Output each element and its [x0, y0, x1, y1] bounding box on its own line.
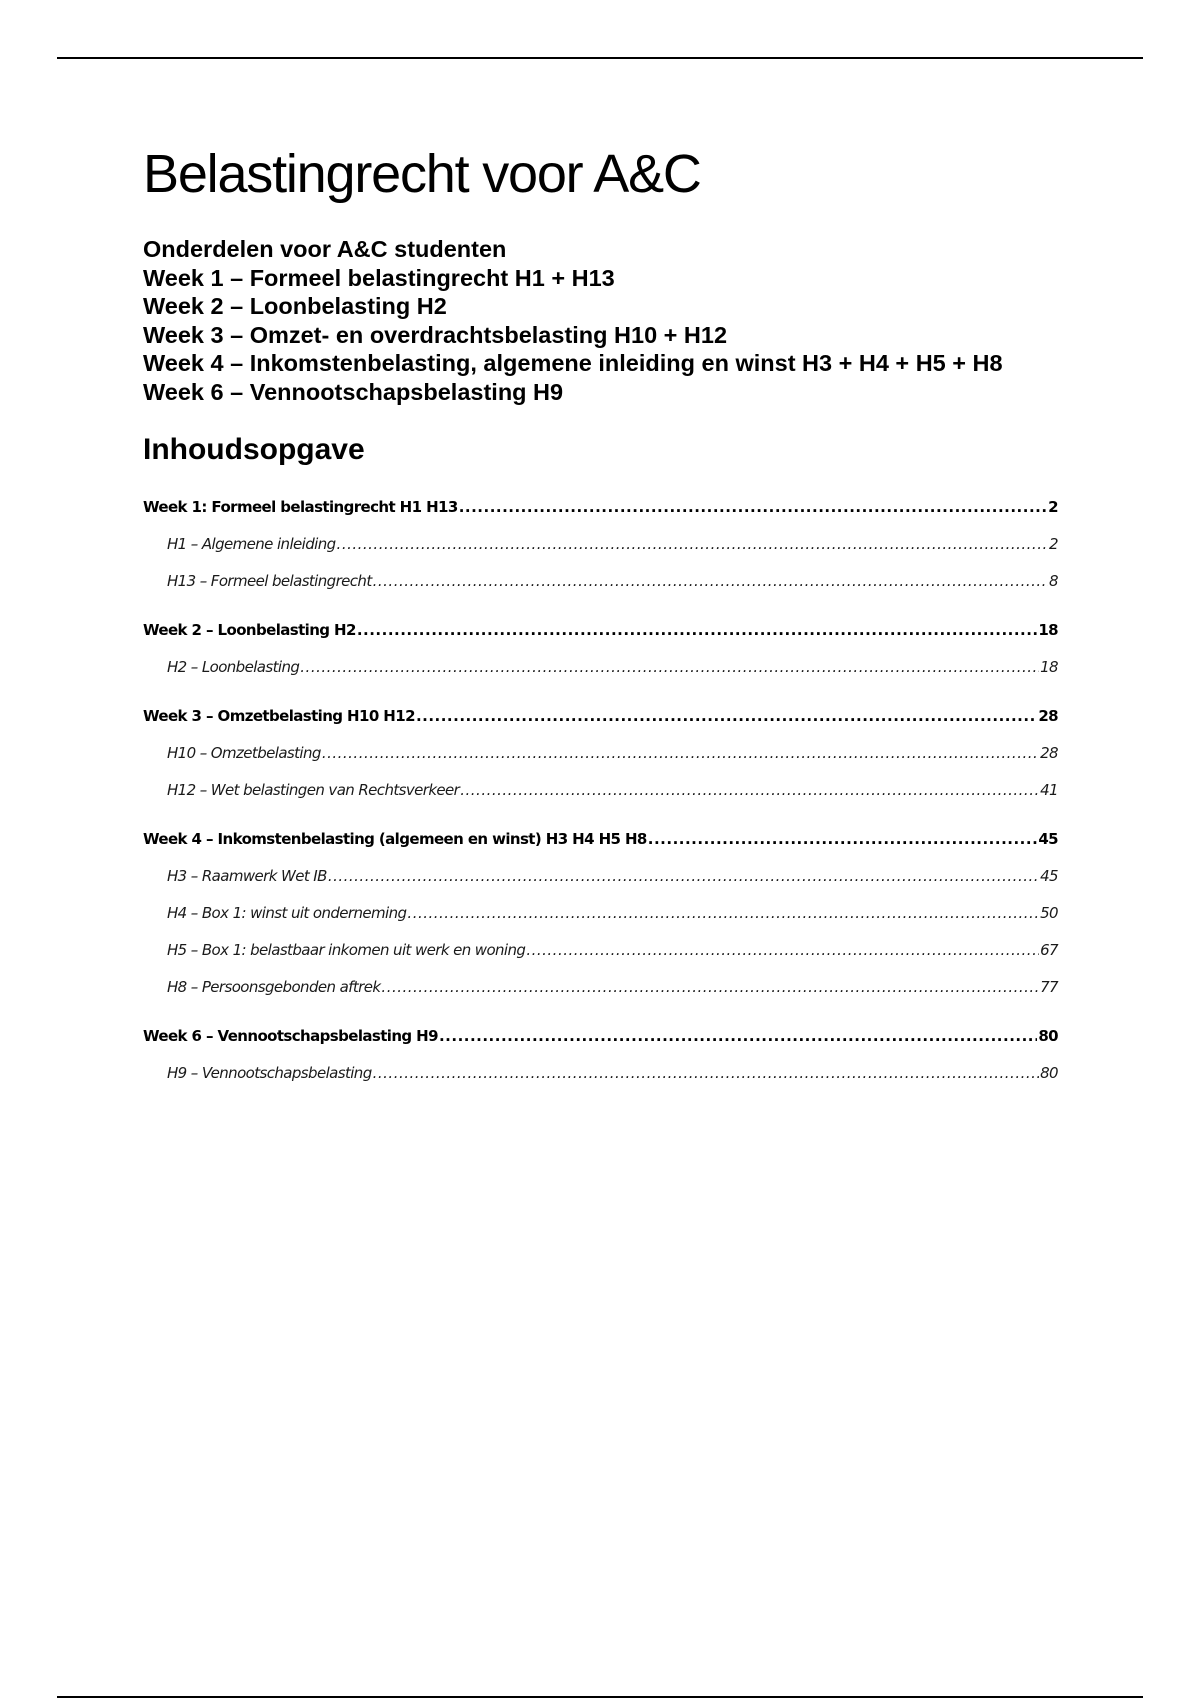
toc-entry-page: 28	[1038, 707, 1058, 725]
toc-entry-page: 8	[1049, 572, 1058, 590]
toc-dot-leader	[460, 777, 1039, 803]
toc-entry-h1[interactable]	[143, 531, 1058, 568]
toc-entry-page: 80	[1038, 1027, 1058, 1045]
toc-section-week-6	[143, 1023, 1058, 1097]
toc-entry-week-2[interactable]	[143, 617, 1058, 654]
toc-section-week-1	[143, 494, 1058, 605]
toc-dot-leader	[373, 568, 1048, 594]
toc-entry-page: 41	[1040, 781, 1058, 799]
toc-entry-page: 2	[1049, 535, 1058, 553]
toc-dot-leader	[328, 863, 1039, 889]
toc-entry-page: 50	[1040, 904, 1058, 922]
toc-entry-label: Week 1: Formeel belastingrecht H1 H13	[143, 498, 458, 516]
toc-entry-h2[interactable]	[143, 654, 1058, 691]
toc-entry-label: H2 – Loonbelasting	[167, 658, 300, 676]
toc-entry-label: H1 – Algemene inleiding	[167, 535, 336, 553]
toc-dot-leader	[322, 740, 1039, 766]
toc-section-week-3	[143, 703, 1058, 814]
toc-entry-h8[interactable]	[143, 974, 1058, 1011]
toc-entry-h9[interactable]	[143, 1060, 1058, 1097]
toc-entry-page: 45	[1038, 830, 1058, 848]
toc-dot-leader	[648, 826, 1038, 852]
toc-dot-leader	[300, 654, 1039, 680]
toc-dot-leader	[373, 1060, 1039, 1086]
toc-entry-page: 45	[1040, 867, 1058, 885]
page-top-rule	[57, 57, 1143, 59]
toc-dot-leader	[407, 900, 1039, 926]
page-bottom-rule	[57, 1696, 1143, 1698]
toc-entry-h4[interactable]	[143, 900, 1058, 937]
toc-entry-label: H12 – Wet belastingen van Rechtsverkeer	[167, 781, 460, 799]
document-title: Belastingrecht voor A&C	[143, 144, 701, 204]
toc-entry-week-4[interactable]	[143, 826, 1058, 863]
toc-entry-label: H5 – Box 1: belastbaar inkomen uit werk en woning	[167, 941, 526, 959]
toc-heading: Inhoudsopgave	[143, 433, 365, 466]
toc-entry-h10[interactable]	[143, 740, 1058, 777]
toc-entry-label: Week 2 – Loonbelasting H2	[143, 621, 356, 639]
toc-section-week-2	[143, 617, 1058, 691]
document-body	[143, 143, 1058, 1109]
parts-line-week-1: Week 1 – Formeel belastingrecht H1 + H13	[143, 264, 615, 291]
toc-section-week-4	[143, 826, 1058, 1011]
toc-entry-h13[interactable]	[143, 568, 1058, 605]
parts-line-week-2: Week 2 – Loonbelasting H2	[143, 293, 447, 319]
toc-entry-week-1[interactable]	[143, 494, 1058, 531]
toc-dot-leader	[526, 937, 1039, 963]
toc-entry-page: 80	[1040, 1064, 1058, 1082]
toc-entry-h5[interactable]	[143, 937, 1058, 974]
course-parts	[143, 235, 1058, 406]
toc-entry-label: H10 – Omzetbelasting	[167, 744, 321, 762]
parts-heading: Onderdelen voor A&C studenten	[143, 236, 507, 262]
toc-entry-label: H3 – Raamwerk Wet IB	[167, 867, 327, 885]
toc-entry-page: 18	[1038, 621, 1058, 639]
toc-entry-page: 18	[1040, 658, 1058, 676]
toc-entry-week-3[interactable]	[143, 703, 1058, 740]
toc-entry-page: 28	[1040, 744, 1058, 762]
toc-entry-h3[interactable]	[143, 863, 1058, 900]
parts-line-week-6: Week 6 – Vennootschapsbelasting H9	[143, 378, 564, 405]
parts-line-week-3: Week 3 – Omzet- en overdrachtsbelasting H10 + H12	[143, 321, 728, 348]
toc-dot-leader	[337, 531, 1049, 557]
toc-entry-page: 77	[1040, 978, 1058, 996]
toc-entry-label: H9 – Vennootschapsbelasting	[167, 1064, 372, 1082]
parts-line-week-4: Week 4 – Inkomstenbelasting, algemene inleiding en winst H3 + H4 + H5 + H8	[143, 350, 1003, 376]
toc-entry-h12[interactable]	[143, 777, 1058, 814]
toc-dot-leader	[381, 974, 1039, 1000]
toc-entry-page: 67	[1040, 941, 1058, 959]
toc-entry-label: H13 – Formeel belastingrecht	[167, 572, 372, 590]
toc-entry-label: Week 6 – Vennootschapsbelasting H9	[143, 1027, 438, 1045]
toc-entry-label: H4 – Box 1: winst uit onderneming	[167, 904, 407, 922]
toc-entry-label: Week 4 – Inkomstenbelasting (algemeen en winst) H3 H4 H5 H8	[143, 830, 647, 848]
toc-dot-leader	[459, 494, 1047, 520]
toc-dot-leader	[439, 1023, 1037, 1049]
table-of-contents	[143, 494, 1058, 1097]
toc-entry-label: Week 3 – Omzetbelasting H10 H12	[143, 707, 415, 725]
toc-dot-leader	[357, 617, 1037, 643]
toc-entry-label: H8 – Persoonsgebonden aftrek	[167, 978, 381, 996]
toc-dot-leader	[416, 703, 1037, 729]
toc-entry-page: 2	[1048, 498, 1058, 516]
toc-entry-week-6[interactable]	[143, 1023, 1058, 1060]
